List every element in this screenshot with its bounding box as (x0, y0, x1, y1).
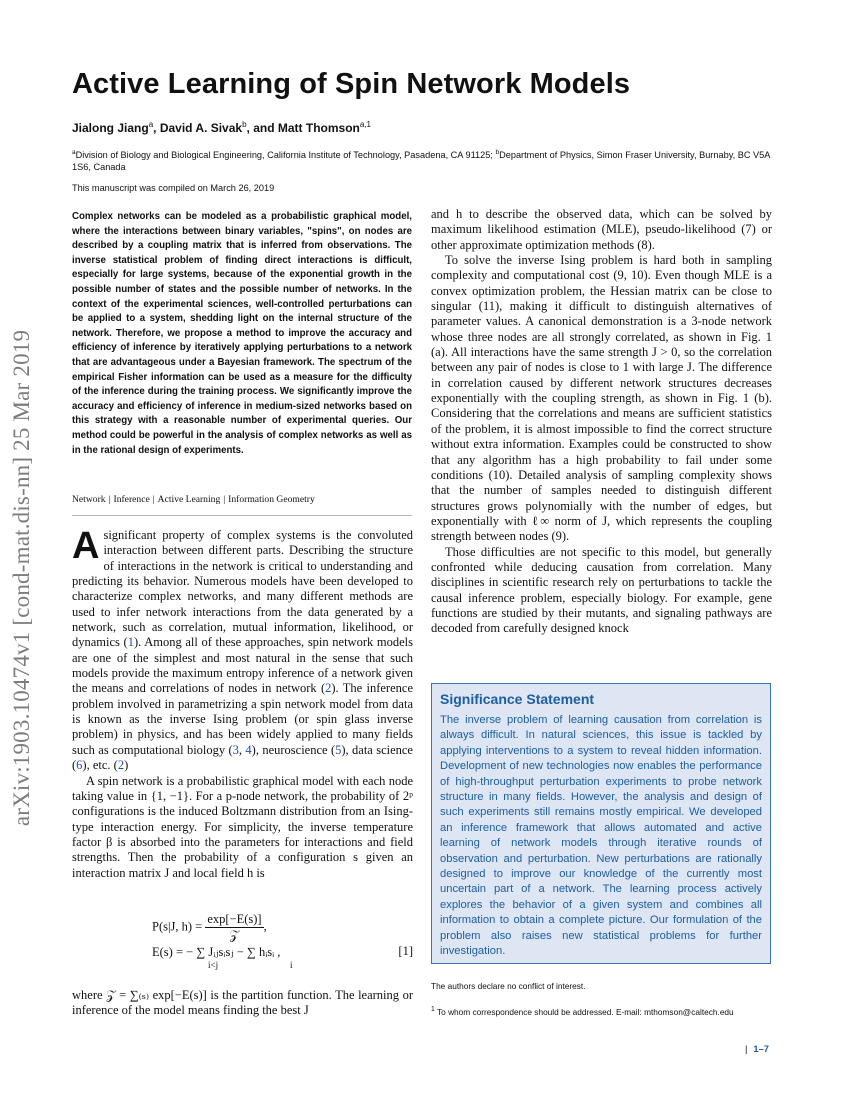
paragraph: and h to describe the observed data, which can be solved by maximum likelihood estimation (MLE), pseudo-likelihood (7) or other approximate optimization methods (8). (431, 207, 772, 252)
eq-text: , (263, 919, 267, 934)
text-run: ), neuroscience ( (251, 742, 336, 757)
citation-link[interactable]: 4 (245, 742, 252, 757)
keyword-separator: | (108, 494, 111, 505)
eq-numerator: exp[−E(s)] (207, 912, 262, 926)
equation-lhs (152, 912, 267, 943)
keyword: Information Geometry (228, 494, 315, 505)
eq-text: P(s|J, h) = (152, 919, 203, 934)
footnote-mark: 1 (431, 1006, 435, 1013)
citation-link[interactable]: 1 (127, 635, 134, 650)
paper-title: Active Learning of Spin Network Models (72, 68, 631, 100)
keyword: Inference (113, 494, 150, 505)
affiliations (72, 147, 778, 173)
intro-paragraph: Asignificant property of complex systems is the convoluted interaction between different parts. Describing the structure of interactions in the network is critical to understanding and predicting its behavior. Numerous models have been developed to characterize complex networks, and many different methods are used to infer network interactions from the data generated by a network, such as correlation, mutual information, likelihood, or dynamics (1). Among all of these approaches, spin network models are one of the simplest and most natural in the sense that such models provide the maximum entropy inference of a network given the means and correlations of nodes in network (2). The inference problem involved in parametrizing a spin network model from data is known as the inverse Ising problem (or spin glass inverse problem) in physics, and has been widely applied to many fields such as computational biology (3, 4), neuroscience (5), data science (6), etc. (2) (72, 525, 413, 773)
equation-number: [1] (398, 944, 413, 958)
sum-index: i<j (208, 960, 219, 970)
citation-link[interactable]: 5 (335, 742, 342, 757)
text-run: ). Among all of these approaches, spin network models are one of the simplest and most natural in the sense that such models provide the maximum entropy inference of a network given the means and correlations of nodes in network ( (72, 635, 413, 696)
significance-heading: Significance Statement (440, 691, 595, 707)
text-run: ). The inference problem involved in parametrizing a spin network model from data is known as the inverse Ising problem (or spin glass inverse problem) in physics, and has been widely applied to many fields such as computational biology ( (72, 681, 413, 757)
correspondence-note (431, 1006, 734, 1017)
text-run: ), data science ( (72, 742, 413, 773)
author-name: Jialong Jiang (72, 121, 149, 135)
affiliation-b: Department of Physics, Simon Fraser University, Burnaby, BC V5A 1S6, Canada (72, 150, 770, 173)
citation-link[interactable]: 2 (325, 681, 332, 696)
keywords (72, 494, 315, 505)
author-sup: b (242, 120, 247, 129)
text-run: ) (124, 758, 129, 773)
eq-denominator: 𝒵 (229, 928, 240, 942)
author-sup: a (148, 120, 154, 129)
paragraph: Those difficulties are not specific to this model, but generally confronted while deducing causation from correlation. Many disciplines in scientific research rely on perturbations to tackle the causal inference problem, especially biology. For example, gene functions are studied by their mutants, and signaling pathways are decoded from carefully designed knock (431, 544, 772, 636)
keyword: Network (72, 494, 106, 505)
page-range: 1–7 (753, 1044, 769, 1054)
footer-separator: | (745, 1044, 748, 1054)
keyword: Active Learning (157, 494, 221, 505)
equation-fraction (205, 912, 263, 943)
author-name: David A. Sivak (159, 121, 243, 135)
affil-mark: a (72, 149, 76, 156)
citation-link[interactable]: 6 (76, 758, 83, 773)
affil-mark: b (495, 149, 500, 156)
keyword-separator: | (223, 494, 226, 505)
author-list: Jialong Jiang$^a$, David A. Sivak$^b$, and Matt Thomson$^{a,1}$ (72, 120, 371, 135)
arxiv-identifier: arXiv:1903.10474v1 [cond-mat.dis-nn] 25 Mar 2019 (9, 329, 34, 827)
keyword-divider (72, 515, 412, 516)
abstract: Complex networks can be modeled as a probabilistic graphical model, where the interactions between binary variables, "spins", on nodes are described by a coupling matrix that is inferred from observations. The inverse statistical problem of finding direct interactions is difficult, especially for large systems, because of the exponential growth in the possible number of states and the possible number of networks. In the context of the experimental sciences, well-controlled perturbations can be applied to a system, shedding light on the internal structure of the network. Therefore, we propose a method to improve the accuracy and efficiency of inference by iteratively applying perturbations to a network that are advantageous under a Bayesian framework. The spectrum of the empirical Fisher information can be used as a measure for the difficulty of the inference during the training process. We significantly improve the accuracy and efficiency of inference in medium-sized networks based on this strategy with a reasonable number of experimental queries. Our method could be powerful in the analysis of complex networks as well as in the rational design of experiments. (72, 211, 412, 456)
right-column (431, 207, 772, 637)
keyword-separator: | (152, 494, 155, 505)
sum-index: i (290, 960, 293, 970)
citation-link[interactable]: 3 (232, 742, 239, 757)
post-equation-text: where 𝒵 = ∑₍ₛ₎ exp[−E(s)] is the partition function. The learning or inference of the model means finding the best J (72, 988, 413, 1018)
significance-box (431, 683, 771, 964)
affiliation-a: Division of Biology and Biological Engineering, California Institute of Technology, Pasadena, CA 91125; (75, 150, 493, 161)
text-run: ), etc. ( (82, 758, 118, 773)
paragraph: To solve the inverse Ising problem is hard both in sampling complexity and computational cost (9, 10). Even though MLE is a convex optimization problem, the Hessian matrix can be close to singular (11), making it difficult to distinguish alternatives of parameter values. A canonical demonstration is a 3-node network whose three nodes are all strongly correlated, as shown in Fig. 1 (a). All interactions have the same strength J > 0, so the correlation between any pair of nodes is close to 1 with large J. The difference in correlation caused by different network structures decreases exponentially with the coupling strength, as shown in Fig. 1 (b). Considering that the correlations and means are sufficient statistics of the problem, it is almost impossible to find the correct structure without extra information. Examples could be constructed to show that any algorithm has a high probability to fail under some conditions (10). Detailed analysis of sampling complexity shows that the number of samples needed to distinguish different structures grows polynomially with the number of edges, but exponentially with ℓ∞ norm of J, which represents the coupling strength between nodes (9). (431, 253, 772, 544)
text-run: significant property of complex systems is the convoluted interaction between different parts. Describing the structure of interactions in the network is critical to understanding and predicting its behavior. Numerous models have been developed to characterize complex networks, and many different methods are used to infer network interactions from the data generated by a network, such as correlation, mutual information, likelihood, or dynamics ( (72, 528, 413, 650)
compiled-date: This manuscript was compiled on March 26, 2019 (72, 183, 275, 193)
equation-energy-body: E(s) = − ∑ Jᵢⱼsᵢsⱼ − ∑ hᵢsᵢ , (152, 945, 281, 959)
conflict-statement: The authors declare no conflict of interest. (431, 981, 586, 991)
correspondence-text: To whom correspondence should be addressed. E-mail: mthomson@caltech.edu (437, 1006, 734, 1017)
significance-text: The inverse problem of learning causation from correlation is always difficult. In natural sciences, this issue is tackled by applying interventions to a system to reveal hidden information. Development of new technologies now enables the performance of high-throughput perturbation experiments to probe network structure in many fields. However, the analysis and design of such experiments still remains mostly empirical. We developed an inference framework that allows automated and active learning of network models through iterative rounds of observation and perturbation. New perturbations are rationally designed to improve our knowledge of the currently most uncertain part of a network. The learning process actively explores the behavior of a given system and combines all information to obtain a complete picture. Our formulation of the problem also raises new statistical problems for further investigation. (440, 714, 762, 958)
arxiv-sidebar (0, 0, 44, 1100)
drop-cap: A (72, 525, 100, 567)
author-sup: a,1 (359, 120, 371, 129)
citation-link[interactable]: 2 (117, 758, 125, 773)
left-column (72, 525, 413, 881)
spin-network-paragraph: A spin network is a probabilistic graphical model with each node taking value in {1, −1}. For a p-node network, the probability of 2ᵖ configurations is the induced Boltzmann distribution from an Ising-type interaction energy. For simplicity, the inverse temperature factor β is absorbed into the parameters for interactions and field strengths. Then the probability of a configuration s given an interaction matrix J and local field h is (72, 773, 413, 880)
author-name: Matt Thomson (277, 121, 360, 135)
page-footer (745, 1044, 769, 1054)
